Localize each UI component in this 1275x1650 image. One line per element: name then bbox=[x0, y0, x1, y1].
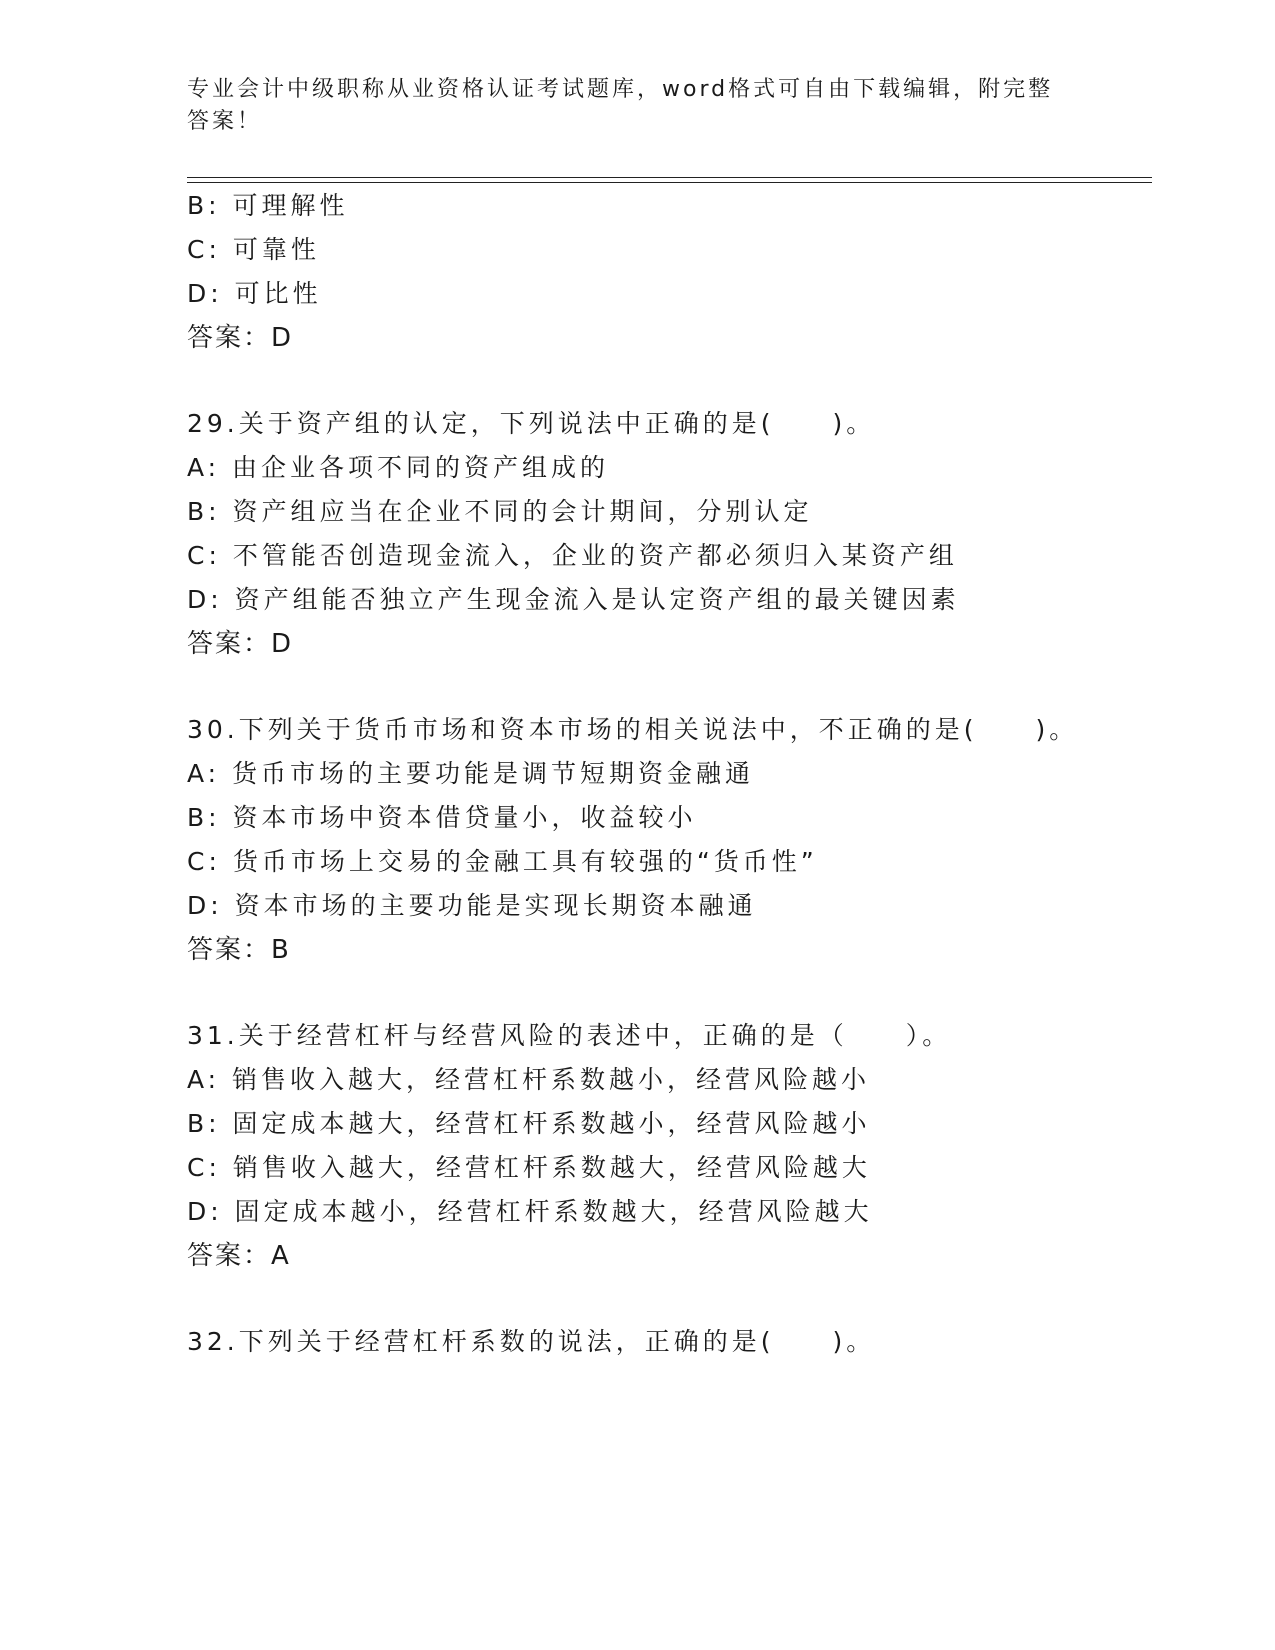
q30-option-a: A: 货币市场的主要功能是调节短期资金融通 bbox=[187, 759, 755, 788]
q28-option-d: D: 可比性 bbox=[187, 279, 322, 308]
page-header: 专业会计中级职称从业资格认证考试题库，word格式可自由下载编辑，附完整答案！ bbox=[187, 77, 1054, 134]
q29-answer: 答案：D bbox=[187, 629, 294, 659]
q30-question: 30.下列关于货币市场和资本市场的相关说法中，不正确的是( )。 bbox=[187, 715, 1079, 744]
q31-answer: 答案：A bbox=[187, 1241, 291, 1271]
q28-option-b: B: 可理解性 bbox=[187, 191, 349, 220]
q31-option-d: D: 固定成本越小，经营杠杆系数越大，经营风险越大 bbox=[187, 1197, 873, 1226]
q30-answer: 答案：B bbox=[187, 935, 291, 965]
header-divider bbox=[187, 177, 1152, 178]
q31-option-c: C: 销售收入越大，经营杠杆系数越大，经营风险越大 bbox=[187, 1153, 871, 1182]
header-divider-secondary bbox=[187, 182, 1152, 183]
q29-option-d: D: 资产组能否独立产生现金流入是认定资产组的最关键因素 bbox=[187, 585, 960, 614]
q31-option-a: A: 销售收入越大，经营杠杆系数越小，经营风险越小 bbox=[187, 1065, 871, 1094]
q29-option-b: B: 资产组应当在企业不同的会计期间，分别认定 bbox=[187, 497, 813, 526]
q31-question: 31.关于经营杠杆与经营风险的表述中，正确的是（ ）。 bbox=[187, 1021, 952, 1050]
q30-option-c: C: 货币市场上交易的金融工具有较强的“货币性” bbox=[187, 847, 818, 876]
q30-option-d: D: 资本市场的主要功能是实现长期资本融通 bbox=[187, 891, 757, 920]
q28-option-c: C: 可靠性 bbox=[187, 235, 320, 264]
q29-question: 29.关于资产组的认定，下列说法中正确的是( )。 bbox=[187, 409, 876, 438]
q29-option-a: A: 由企业各项不同的资产组成的 bbox=[187, 453, 610, 482]
q30-option-b: B: 资本市场中资本借贷量小，收益较小 bbox=[187, 803, 697, 832]
q29-option-c: C: 不管能否创造现金流入，企业的资产都必须归入某资产组 bbox=[187, 541, 958, 570]
q31-option-b: B: 固定成本越大，经营杠杆系数越小，经营风险越小 bbox=[187, 1109, 871, 1138]
q32-question: 32.下列关于经营杠杆系数的说法，正确的是( )。 bbox=[187, 1327, 876, 1356]
q28-answer: 答案：D bbox=[187, 323, 294, 353]
